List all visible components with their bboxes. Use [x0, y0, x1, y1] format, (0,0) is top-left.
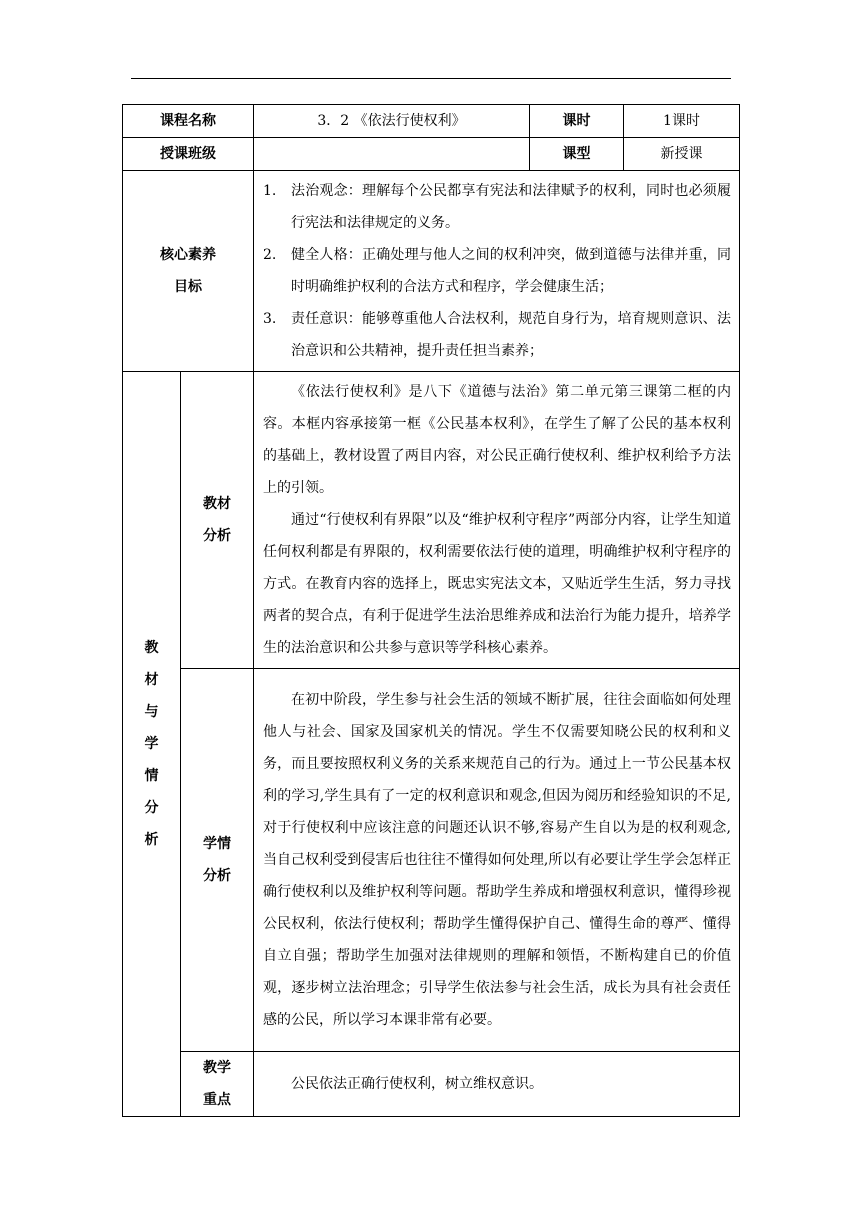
- core-goals-content: [254, 171, 740, 372]
- analysis-outer-char: 与: [144, 704, 159, 720]
- goal-item: 2. 健全人格：正确处理与他人之间的权利冲突，做到道德与法律并重，同时明确维护权利的合法方式和程序，学会健康生活；: [263, 247, 731, 295]
- analysis-outer-char: 析: [144, 832, 159, 848]
- textbook-analysis-content: [254, 372, 740, 669]
- course-name-value: 3．2 《依法行使权利》: [254, 105, 530, 138]
- key-point-content: [254, 1052, 740, 1117]
- analysis-outer-char: 教: [144, 640, 159, 656]
- row-course-name: [123, 105, 740, 138]
- core-goals-list: [263, 175, 731, 367]
- period-value: 1课时: [624, 105, 740, 138]
- core-goals-label-line2: 目标: [174, 279, 202, 295]
- core-goals-label: [123, 171, 254, 372]
- row-core-goals: [123, 171, 740, 372]
- student-paragraph: 在初中阶段，学生参与社会生活的领域不断扩展，往往会面临如何处理他人与社会、国家及国家机关的情况。学生不仅需要知晓公民的权利和义务，而且要按照权利义务的关系来规范自己的行为。通过上一节公民基本权利的学习,学生具有了一定的权利意识和观念,但因为阅历和经验知识的不足,对于行使权利中应该注意的问题还认识不够,容易产生自以为是的权利观念,当自己权利受到侵害后也往往不懂得如何处理,所以有必要让学生学会怎样正确行使权利以及维护权利等问题。帮助学生养成和增强权利意识，懂得珍视公民权利，依法行使权利；帮助学生懂得保护自己、懂得生命的尊严、懂得自立自强；帮助学生加强对法律规则的理解和领悟，不断构建自已的价值观，逐步树立法治理念；引导学生依法参与社会生活，成长为具有社会责任感的公民，所以学习本课非常有必要。: [263, 692, 731, 1028]
- header-rule: [131, 78, 731, 79]
- student-analysis-label: 学情 分析: [181, 669, 254, 1052]
- row-class: [123, 138, 740, 171]
- row-key-point: [123, 1052, 740, 1117]
- textbook-analysis-label: 教材 分析: [181, 372, 254, 669]
- key-point-text: 公民依法正确行使权利，树立维权意识。: [291, 1076, 543, 1092]
- type-value: 新授课: [624, 138, 740, 171]
- goal-item: 3. 责任意识：能够尊重他人合法权利，规范自身行为，培育规则意识、法治意识和公共精神，提升责任担当素养；: [263, 311, 731, 359]
- period-label: 课时: [530, 105, 624, 138]
- key-point-label: 教学 重点: [181, 1052, 254, 1117]
- analysis-outer-label: [123, 372, 181, 1117]
- analysis-outer-char: 学: [144, 736, 159, 752]
- analysis-outer-char: 材: [144, 672, 159, 688]
- course-name-label: 课程名称: [123, 105, 254, 138]
- goal-item: 1. 法治观念：理解每个公民都享有宪法和法律赋予的权利，同时也必须履行宪法和法律规定的义务。: [263, 183, 731, 231]
- student-analysis-content: [254, 669, 740, 1052]
- class-label: 授课班级: [123, 138, 254, 171]
- row-textbook-analysis: [123, 372, 740, 669]
- lesson-plan-table: [122, 104, 740, 1117]
- row-student-analysis: [123, 669, 740, 1052]
- type-label: 课型: [530, 138, 624, 171]
- analysis-outer-char: 分: [144, 800, 159, 816]
- analysis-outer-char: 情: [144, 768, 159, 784]
- textbook-paragraph: 通过“行使权利有界限”以及“维护权利守程序”两部分内容，让学生知道任何权利都是有界限的，权利需要依法行使的道理，明确维护权利守程序的方式。在教育内容的选择上，既忠实宪法文本，又贴近学生生活，努力寻找两者的契合点，有利于促进学生法治思维养成和法治行为能力提升，培养学生的法治意识和公共参与意识等学科核心素养。: [263, 512, 731, 656]
- class-value: [254, 138, 530, 171]
- textbook-paragraph: 《依法行使权利》是八下《道德与法治》第二单元第三课第二框的内容。本框内容承接第一框《公民基本权利》，在学生了解了公民的基本权利的基础上，教材设置了两目内容，对公民正确行使权利、维护权利给予方法上的引领。: [263, 384, 731, 496]
- core-goals-label-line1: 核心素养: [160, 247, 216, 263]
